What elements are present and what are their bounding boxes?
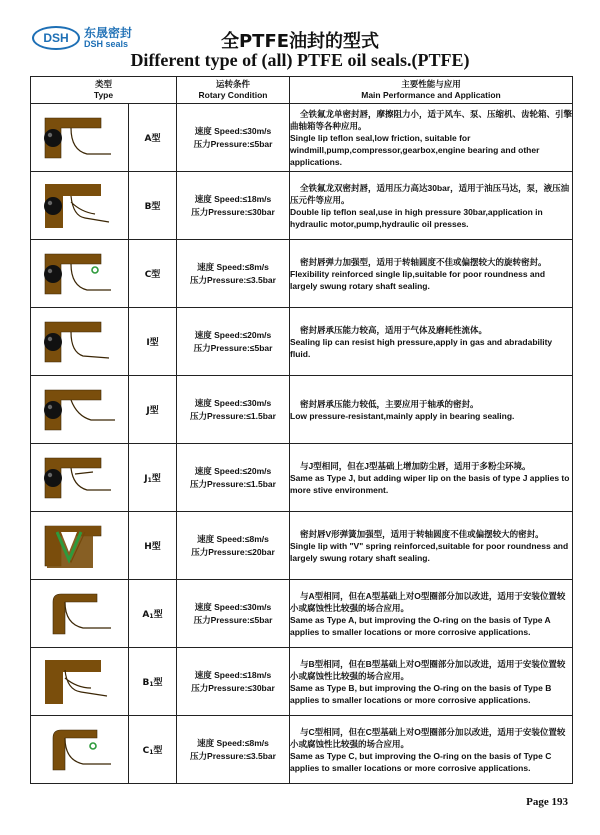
performance-cell	[290, 308, 573, 376]
seal-drawing-cell	[31, 172, 129, 240]
table-row	[31, 376, 573, 444]
performance-text-cn: 与J型相同，但在J型基础上增加防尘唇，适用于多粉尘环境。	[300, 460, 531, 471]
speed-value: 速度 Speed:≤18m/s	[194, 669, 272, 680]
page-title-cn: 全PTFE油封的型式	[220, 31, 380, 52]
seal-type-subscript: 1	[149, 749, 154, 756]
double-lip-seal-with-oring-icon	[31, 172, 129, 240]
speed-value: 速度 Speed:≤8m/s	[197, 737, 269, 748]
seal-type-subscript: 1	[147, 477, 152, 484]
logo-company-cn: 东晟密封	[84, 26, 133, 40]
high-pressure-lip-seal-icon	[31, 308, 129, 376]
table-row	[31, 716, 573, 784]
seal-type-suffix: 型	[153, 610, 163, 620]
seal-type-subscript: 1	[149, 681, 154, 688]
seal-drawing-cell	[31, 376, 129, 444]
table-row	[31, 172, 573, 240]
performance-text-cn: 密封唇弹力加强型，适用于转轴圆度不佳或偏摆较大的旋转密封。	[300, 256, 547, 267]
performance-text-cn: 与B型相同，但在B型基础上对O型圈部分加以改进，适用于安装位置较小或腐蚀性比较强的场合应用。	[290, 658, 566, 681]
page-number: Page 193	[526, 796, 568, 808]
seal-type-name: B	[142, 678, 150, 688]
seal-type-name: B型	[144, 202, 161, 212]
seal-type-name: I型	[146, 338, 159, 348]
header-type	[31, 77, 177, 104]
seal-type-label	[129, 444, 177, 512]
seal-type-name: A	[142, 610, 150, 620]
seal-type-name: A型	[144, 134, 161, 144]
seal-drawing-cell	[31, 104, 129, 172]
performance-text-en: Low pressure-resistant,mainly apply in bearing sealing.	[290, 410, 515, 421]
rotary-condition-cell	[177, 512, 290, 580]
header-condition-en: Rotary Condition	[198, 90, 268, 100]
seal-type-label	[129, 580, 177, 648]
table-row	[31, 104, 573, 172]
seal-type-name: J	[144, 474, 148, 484]
seal-type-name: J型	[146, 406, 159, 416]
v-spring-lip-seal-icon	[31, 512, 129, 580]
page-header	[0, 0, 600, 76]
rotary-condition-cell	[177, 240, 290, 308]
seal-type-label	[129, 648, 177, 716]
speed-value: 速度 Speed:≤8m/s	[197, 261, 269, 272]
header-type-cn: 类型	[94, 79, 112, 89]
table-row	[31, 648, 573, 716]
performance-text-en: Same as Type B, but improving the O-ring on the basis of Type B applies to smaller locations or more corrosive applications.	[290, 682, 552, 705]
seal-drawing-cell	[31, 512, 129, 580]
header-type-en: Type	[93, 90, 114, 100]
performance-text-en: Same as Type A, but improving the O-ring on the basis of Type A applies to smaller locations or more corrosive applications.	[290, 614, 551, 637]
seal-type-label	[129, 376, 177, 444]
header-performance	[290, 77, 573, 104]
speed-value: 速度 Speed:≤20m/s	[194, 465, 272, 476]
performance-cell	[290, 240, 573, 308]
rotary-condition-cell	[177, 172, 290, 240]
seal-drawing-cell	[31, 308, 129, 376]
speed-value: 速度 Speed:≤30m/s	[194, 397, 272, 408]
pressure-value: 压力Pressure:≤5bar	[193, 138, 273, 149]
seal-type-label	[129, 308, 177, 376]
seal-drawing-cell	[31, 240, 129, 308]
spring-lip-seal-improved-icon	[31, 716, 129, 784]
rotary-condition-cell	[177, 444, 290, 512]
table-row	[31, 444, 573, 512]
seal-types-table	[30, 76, 573, 784]
rotary-condition-cell	[177, 308, 290, 376]
seal-drawing-cell	[31, 648, 129, 716]
seal-drawing-cell	[31, 716, 129, 784]
seal-type-suffix: 型	[153, 746, 163, 756]
speed-value: 速度 Speed:≤20m/s	[194, 329, 272, 340]
speed-value: 速度 Speed:≤30m/s	[194, 601, 272, 612]
performance-text-en: Same as Type J, but adding wiper lip on the basis of type J applies to more stive environment.	[290, 472, 570, 495]
performance-text-cn: 密封唇V形弹簧加强型，适用于转轴圆度不佳或偏摆较大的密封。	[300, 528, 544, 539]
performance-text-en: Same as Type C, but improving the O-ring on the basis of Type C applies to smaller locations or more corrosive applications.	[290, 750, 552, 773]
wiper-lip-seal-icon	[31, 444, 129, 512]
header-performance-cn: 主要性能与应用	[401, 79, 461, 89]
spring-reinforced-lip-seal-icon	[31, 240, 129, 308]
seal-type-suffix: 型	[153, 678, 163, 688]
seal-type-label	[129, 716, 177, 784]
header-condition-cn: 运转条件	[215, 79, 250, 89]
pressure-value: 压力Pressure:≤1.5bar	[190, 478, 276, 489]
seal-type-subscript: 1	[149, 613, 154, 620]
rotary-condition-cell	[177, 104, 290, 172]
rotary-condition-cell	[177, 716, 290, 784]
header-condition	[177, 77, 290, 104]
header-performance-en: Main Performance and Application	[361, 90, 501, 100]
seal-type-label	[129, 104, 177, 172]
double-lip-seal-improved-icon	[31, 648, 129, 716]
performance-text-en: Single lip teflon seal,low friction, suitable for windmill,pump,compressor,gearbox,engine bearing and other applications.	[290, 132, 540, 167]
single-lip-seal-improved-icon	[31, 580, 129, 648]
table-row	[31, 240, 573, 308]
table-row	[31, 308, 573, 376]
rotary-condition-cell	[177, 376, 290, 444]
rotary-condition-cell	[177, 580, 290, 648]
performance-text-en: Sealing lip can resist high pressure,apply in gas and abradability fluid.	[290, 336, 553, 359]
seal-type-label	[129, 172, 177, 240]
performance-cell	[290, 512, 573, 580]
seal-drawing-cell	[31, 444, 129, 512]
performance-cell	[290, 104, 573, 172]
seal-drawing-cell	[31, 580, 129, 648]
pressure-value: 压力Pressure:≤30bar	[191, 206, 275, 217]
rotary-condition-cell	[177, 648, 290, 716]
performance-text-cn: 全铁氟龙双密封唇，适用压力高达30bar，适用于油压马达，泵，液压油压元件等应用。	[290, 182, 570, 205]
table-header-row	[31, 77, 573, 104]
seal-type-label	[129, 512, 177, 580]
performance-text-cn: 与C型相同，但在C型基础上对O型圈部分加以改进，适用于安装位置较小或腐蚀性比较强的场合应用。	[290, 726, 566, 749]
pressure-value: 压力Pressure:≤5bar	[193, 614, 273, 625]
seal-type-name: C型	[144, 270, 161, 280]
page-title-en: Different type of (all) PTFE oil seals.(PTFE)	[130, 50, 470, 70]
pressure-value: 压力Pressure:≤30bar	[191, 682, 275, 693]
pressure-value: 压力Pressure:≤3.5bar	[190, 750, 276, 761]
performance-cell	[290, 376, 573, 444]
table-row	[31, 580, 573, 648]
performance-text-cn: 密封唇承压能力较低，主要应用于轴承的密封。	[300, 398, 479, 409]
logo-mark: DSH	[32, 26, 80, 50]
speed-value: 速度 Speed:≤18m/s	[194, 193, 272, 204]
performance-cell	[290, 716, 573, 784]
performance-text-en: Single lip with "V" spring reinforced,suitable for poor roundness and largely swung rotary shaft sealing.	[290, 540, 569, 563]
performance-text-cn: 全铁氟龙单密封唇，摩擦阻力小，适于风车、泵、压缩机、齿轮箱、引擎曲轴箱等各种应用。	[290, 108, 573, 131]
table-row	[31, 512, 573, 580]
pressure-value: 压力Pressure:≤3.5bar	[190, 274, 276, 285]
performance-cell	[290, 172, 573, 240]
single-lip-seal-with-oring-icon	[31, 104, 129, 172]
seal-type-suffix: 型	[151, 474, 161, 484]
seal-type-name: H型	[144, 542, 161, 552]
pressure-value: 压力Pressure:≤1.5bar	[190, 410, 276, 421]
performance-cell	[290, 580, 573, 648]
pressure-value: 压力Pressure:≤20bar	[191, 546, 275, 557]
performance-cell	[290, 648, 573, 716]
pressure-value: 压力Pressure:≤5bar	[193, 342, 273, 353]
low-pressure-lip-seal-icon	[31, 376, 129, 444]
seal-type-label	[129, 240, 177, 308]
performance-cell	[290, 444, 573, 512]
performance-text-en: Flexibility reinforced single lip,suitable for poor roundness and largely swung rotary shaft sealing.	[290, 268, 546, 291]
speed-value: 速度 Speed:≤30m/s	[194, 125, 272, 136]
performance-text-cn: 与A型相同，但在A型基础上对O型圈部分加以改进，适用于安装位置较小或腐蚀性比较强的场合应用。	[290, 590, 566, 613]
speed-value: 速度 Speed:≤8m/s	[197, 533, 269, 544]
performance-text-en: Double lip teflon seal,use in high pressure 30bar,application in hydraulic motor,pump,hydraulic oil presses.	[290, 206, 543, 229]
logo-company-en: DSH seals	[84, 39, 129, 49]
performance-text-cn: 密封唇承压能力较高，适用于气体及磨耗性流体。	[300, 324, 488, 335]
seal-type-name: C	[142, 746, 150, 756]
